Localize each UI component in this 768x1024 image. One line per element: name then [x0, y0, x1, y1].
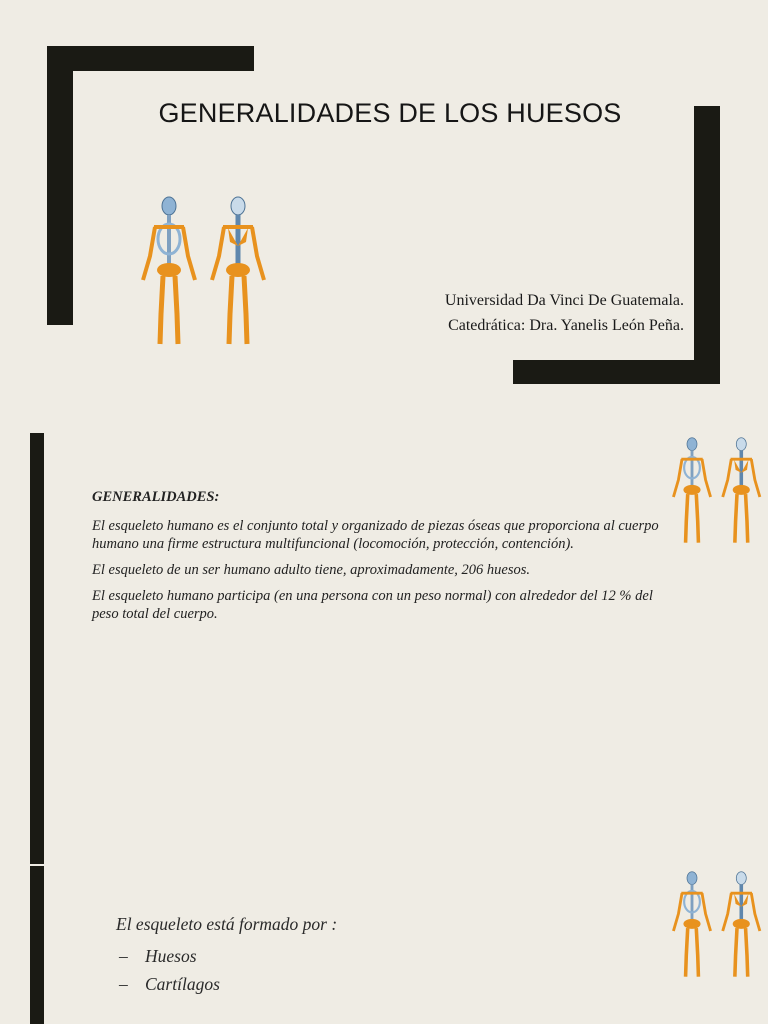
skeleton-pair-small	[667, 432, 767, 552]
composition-slide	[0, 864, 768, 1024]
generalidades-slide	[0, 432, 768, 864]
list-item-label: Huesos	[145, 946, 197, 966]
professor-name: Catedrática: Dra. Yanelis León Peña.	[448, 317, 684, 334]
list-item	[119, 970, 220, 998]
list-item-label: Cartílagos	[145, 974, 220, 994]
university-name: Universidad Da Vinci De Guatemala.	[444, 292, 684, 309]
frame-bottom-right-horizontal	[513, 360, 720, 384]
skeleton-back-icon	[212, 197, 264, 344]
list-item	[119, 942, 220, 970]
section-heading: GENERALIDADES:	[92, 489, 220, 505]
frame-top-left-horizontal	[47, 46, 254, 71]
list-dash: –	[119, 946, 128, 966]
credits	[445, 288, 684, 338]
skeleton-back-icon	[723, 438, 760, 543]
page-title: GENERALIDADES DE LOS HUESOS	[158, 98, 622, 128]
left-accent-bar	[30, 866, 44, 1024]
skeleton-back-icon	[723, 872, 760, 977]
skeleton-front-icon	[673, 872, 710, 977]
skeleton-front-icon	[143, 197, 195, 344]
paragraph-weight: El esqueleto humano participa (en una persona con un peso normal) con alrededor del 12 % del peso total del cuerpo.	[92, 588, 653, 622]
list-dash: –	[119, 974, 128, 994]
composition-intro: El esqueleto está formado por :	[116, 914, 338, 934]
left-accent-bar	[30, 433, 44, 864]
frame-bottom-right-vertical	[694, 106, 720, 384]
skeleton-pair-small	[667, 866, 767, 986]
composition-list	[119, 942, 220, 998]
cover-slide	[0, 0, 768, 432]
generalidades-content	[92, 488, 682, 631]
paragraph-bone-count: El esqueleto de un ser humano adulto tiene, aproximadamente, 206 huesos.	[92, 562, 531, 578]
skeleton-pair-large	[134, 194, 274, 352]
frame-top-left-vertical	[47, 46, 73, 325]
paragraph-definition: El esqueleto humano es el conjunto total y organizado de piezas óseas que proporciona al cuerpo humano una firme estructura multifuncional (locomoción, protección, contención).	[92, 518, 659, 552]
